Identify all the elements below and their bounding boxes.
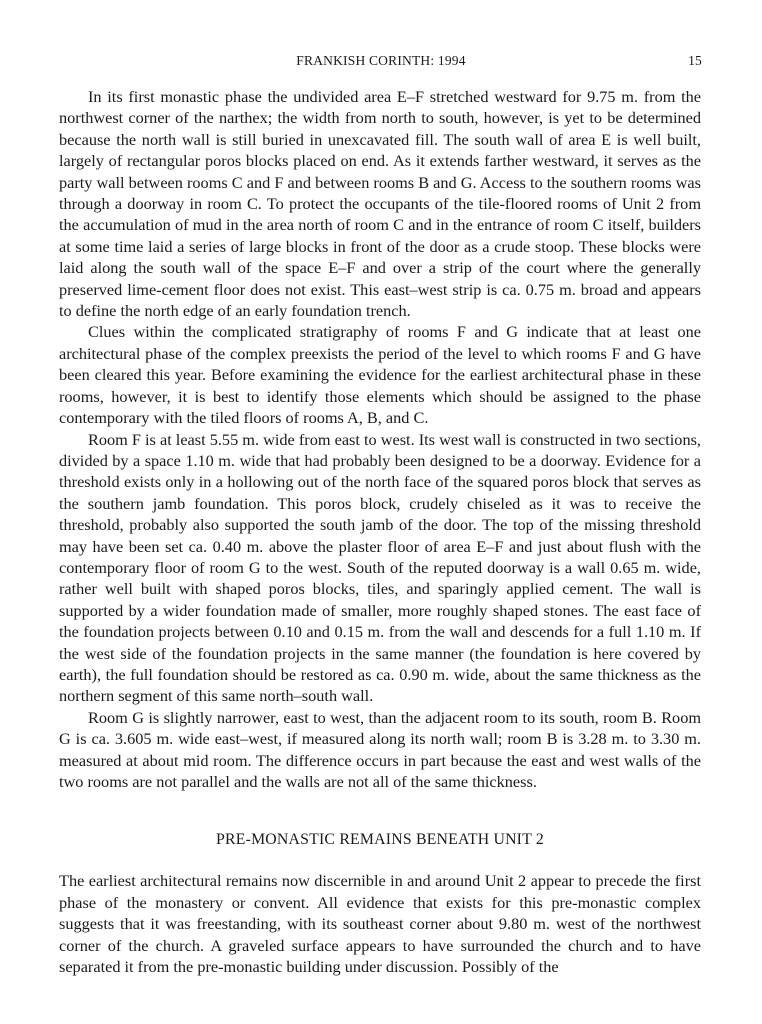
paragraph-4: Room G is slightly narrower, east to west, than the adjacent room to its south, room B. Room G is ca. 3.605 m. wide east–west, if measured along its north wall; room B is 3.28 m. to 3.30 m. measured at about mid room. The difference occurs in part because the east and west walls of the two rooms are not parallel and the walls are not all of the same thickness. xyxy=(59,707,701,791)
body-text xyxy=(59,86,701,977)
page-number: 15 xyxy=(688,53,702,68)
paragraph-3: Room F is at least 5.55 m. wide from east to west. Its west wall is constructed in two sections, divided by a space 1.10 m. wide that had probably been designed to be a doorway. Evidence for a threshold exists only in a hollowing out of the north face of the squared poros block that serves as the southern jamb foundation. This poros block, crudely chiseled as it was to receive the threshold, probably also supported the south jamb of the door. The top of the missing threshold may have been set ca. 0.40 m. above the plaster floor of area E–F and just about flush with the contemporary floor of room G to the west. South of the reputed doorway is a wall 0.65 m. wide, rather well built with shaped poros blocks, tiles, and sparingly applied cement. The wall is supported by a wider foundation made of smaller, more roughly shaped stones. The east face of the foundation projects between 0.10 and 0.15 m. from the wall and descends for a full 1.10 m. If the west side of the foundation projects in the same manner (the foundation is here covered by earth), the full foundation should be restored as ca. 0.90 m. wide, about the same thickness as the northern segment of this same north–south wall. xyxy=(59,429,701,706)
paragraph-1: In its first monastic phase the undivided area E–F stretched westward for 9.75 m. from the northwest corner of the narthex; the width from north to south, however, is yet to be determined because the north wall is still buried in unexcavated fill. The south wall of area E is well built, largely of rectangular poros blocks placed on end. As it extends farther westward, it serves as the party wall between rooms C and F and between rooms B and G. Access to the southern rooms was through a doorway in room C. To protect the occupants of the tile-floored rooms of Unit 2 from the accumulation of mud in the area north of room C and in the entrance of room C itself, builders at some time laid a series of large blocks in front of the door as a crude stoop. These blocks were laid along the south wall of the space E–F and over a strip of the court where the generally preserved lime-cement floor does not exist. This east–west strip is ca. 0.75 m. broad and appears to define the north edge of an early foundation trench. xyxy=(59,87,701,321)
running-title: FRANKISH CORINTH: 1994 xyxy=(296,53,466,68)
section-heading: PRE-MONASTIC REMAINS BENEATH UNIT 2 xyxy=(216,831,544,849)
paragraph-2: Clues within the complicated stratigraphy of rooms F and G indicate that at least one architectural phase of the complex preexists the period of the level to which rooms F and G have been cleared this year. Before examining the evidence for the earliest architectural phase in these rooms, however, it is best to identify those elements which should be assigned to the phase contemporary with the tiled floors of rooms A, B, and C. xyxy=(59,322,701,428)
section-paragraph: The earliest architectural remains now discernible in and around Unit 2 appear to precede the first phase of the monastery or convent. All evidence that exists for this pre-monastic complex suggests that it was freestanding, with its southeast corner about 9.80 m. west of the northwest corner of the church. A graveled surface appears to have surrounded the church and to have separated it from the pre-monastic building under discussion. Possibly of the xyxy=(59,871,701,977)
